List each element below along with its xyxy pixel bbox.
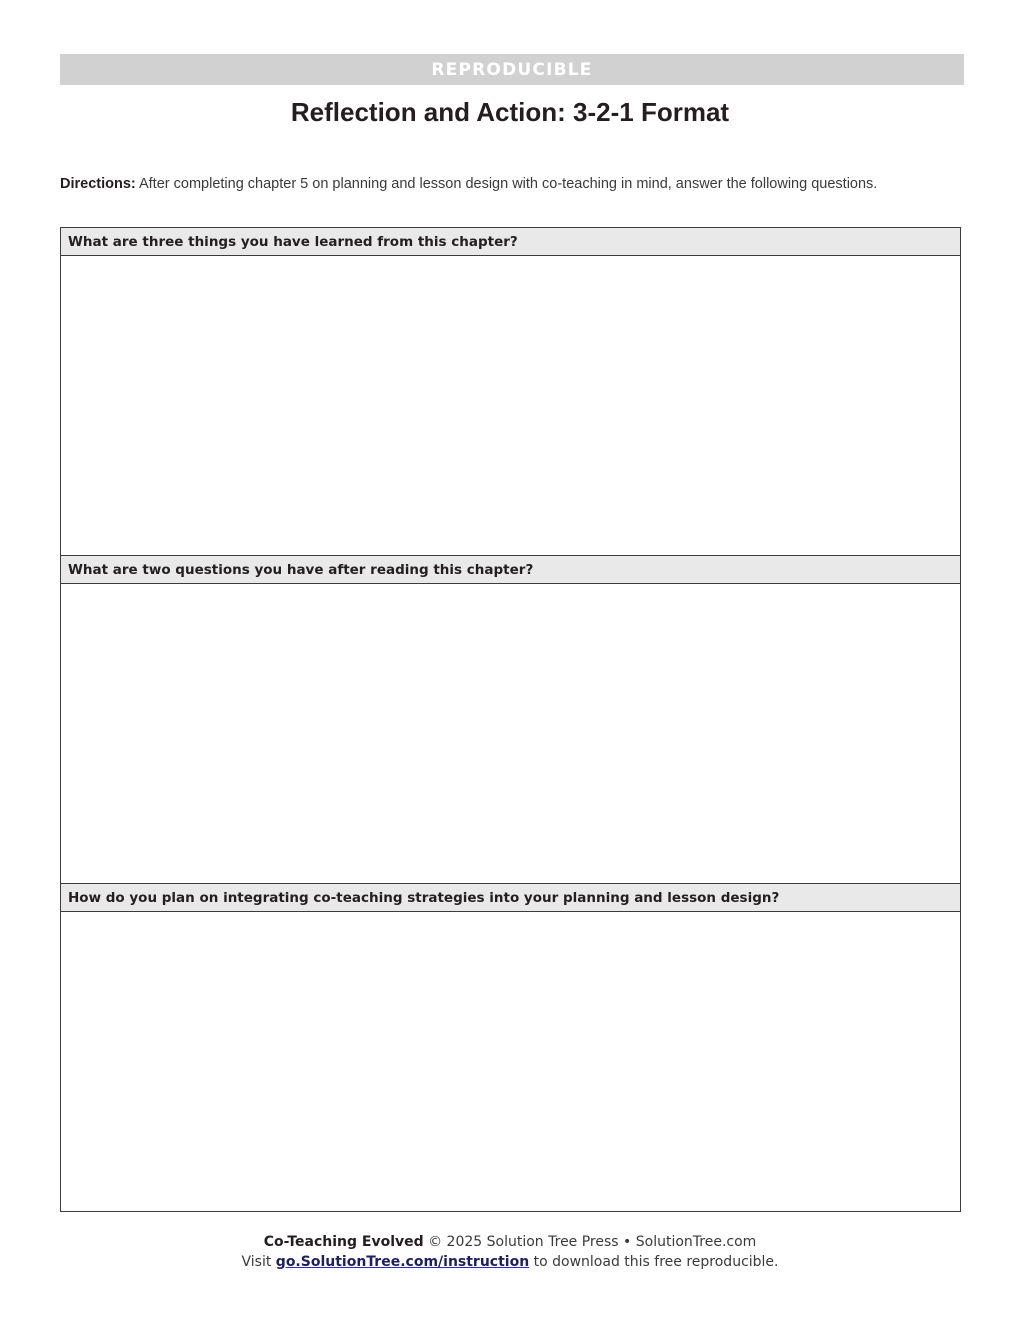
reproducible-banner [60,54,964,85]
page-title: Reflection and Action: 3-2-1 Format [290,97,730,127]
section-two-questions [61,555,960,883]
question-header: How do you plan on integrating co-teaching strategies into your planning and lesson design? [61,883,960,912]
banner-label: REPRODUCIBLE [431,59,593,80]
worksheet-table [60,227,961,1212]
directions-label: Directions: [60,176,136,192]
page-footer [0,1232,1020,1272]
section-one-plan [61,883,960,1211]
footer-visit-prefix: Visit [241,1254,272,1270]
directions [60,176,964,192]
footer-copyright: © 2025 Solution Tree Press • SolutionTree.com [428,1234,757,1250]
answer-area[interactable] [61,256,960,555]
footer-copyright-line [0,1232,1020,1252]
footer-book-title: Co-Teaching Evolved [263,1234,424,1250]
question-header: What are two questions you have after reading this chapter? [61,555,960,584]
footer-link[interactable]: go.SolutionTree.com/instruction [275,1254,530,1270]
directions-text: After completing chapter 5 on planning and lesson design with co-teaching in mind, answer the following questions. [138,176,878,192]
footer-visit-suffix: to download this free reproducible. [533,1254,779,1270]
section-three-things [61,228,960,555]
answer-area[interactable] [61,912,960,1211]
question-header: What are three things you have learned from this chapter? [61,228,960,256]
footer-visit-line [0,1252,1020,1272]
answer-area[interactable] [61,584,960,883]
